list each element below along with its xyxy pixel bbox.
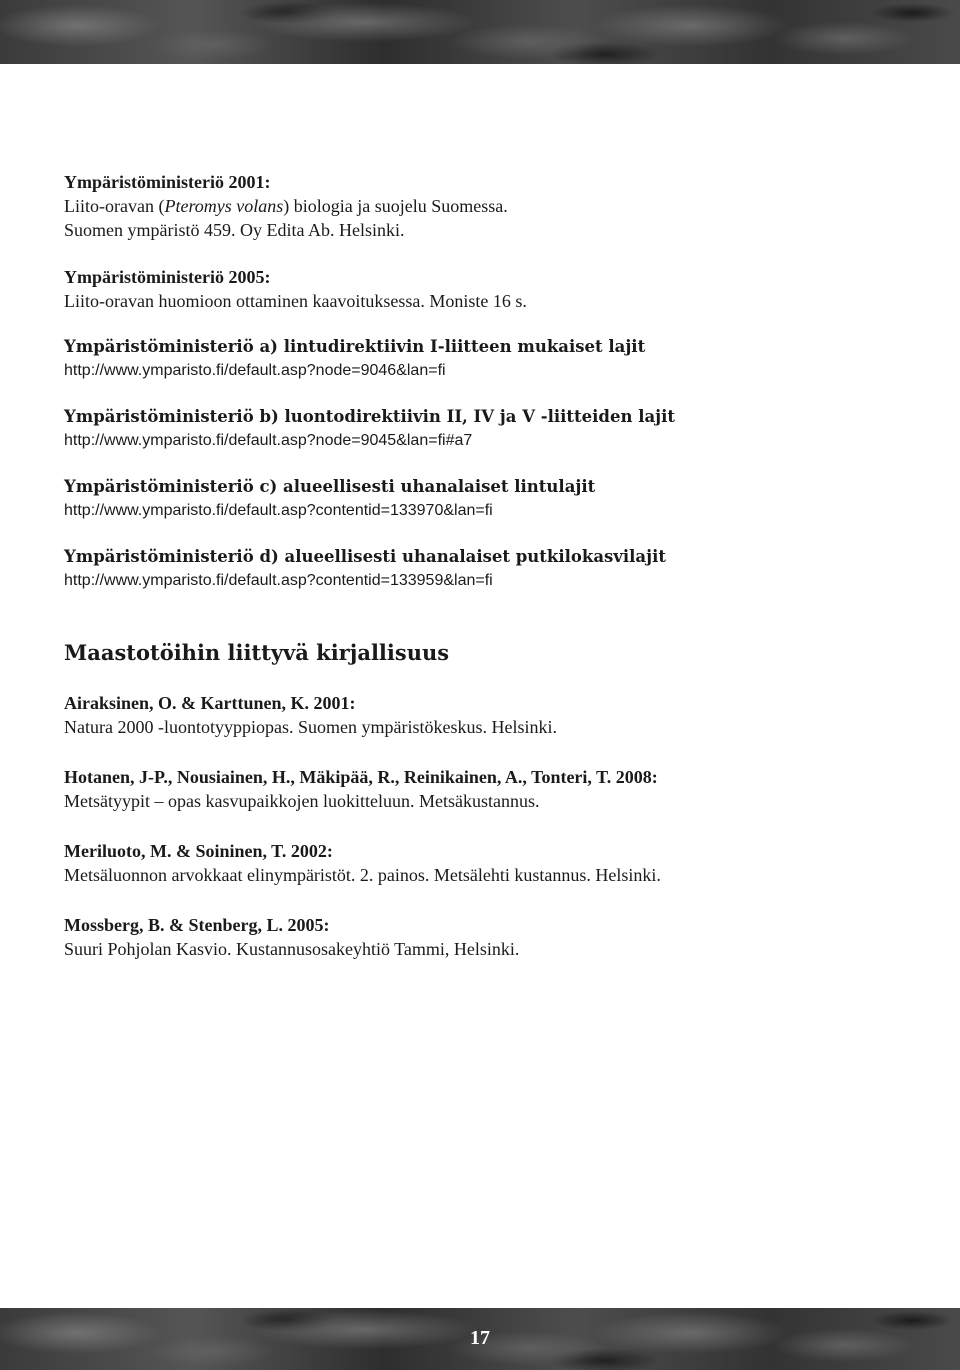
literature-authors: Airaksinen, O. & Karttunen, K. 2001:: [64, 693, 356, 713]
top-stone-banner: [0, 0, 960, 64]
web-reference-entry: [64, 475, 924, 523]
literature-authors: Mossberg, B. & Stenberg, L. 2005:: [64, 915, 330, 935]
literature-entry: [64, 691, 924, 739]
literature-text: Metsäluonnon arvokkaat elinympäristöt. 2. painos. Metsälehti kustannus. Helsinki.: [64, 865, 661, 885]
web-reference-entry: [64, 405, 924, 453]
reference-entry: [64, 170, 924, 242]
web-reference-entry: [64, 545, 924, 593]
web-reference-title: Ympäristöministeriö b) luontodirektiivin II, IV ja V -liitteiden lajit: [64, 407, 676, 426]
reference-entry: [64, 265, 924, 313]
reference-url-link[interactable]: http://www.ymparisto.fi/default.asp?node=9045&lan=fi#a7: [64, 432, 473, 449]
web-reference-entry: [64, 335, 924, 383]
reference-url-link[interactable]: http://www.ymparisto.fi/default.asp?node=9046&lan=fi: [64, 362, 446, 379]
reference-title: Ympäristöministeriö 2001:: [64, 172, 271, 192]
reference-text: ) biologia ja suojelu Suomessa.: [283, 196, 508, 216]
reference-line: Liito-oravan huomioon ottaminen kaavoituksessa. Moniste 16 s.: [64, 291, 527, 311]
literature-text: Suuri Pohjolan Kasvio. Kustannusosakeyhtiö Tammi, Helsinki.: [64, 939, 520, 959]
reference-url-link[interactable]: http://www.ymparisto.fi/default.asp?contentid=133970&lan=fi: [64, 502, 493, 519]
literature-authors: Meriluoto, M. & Soininen, T. 2002:: [64, 841, 333, 861]
literature-text: Natura 2000 -luontotyyppiopas. Suomen ympäristökeskus. Helsinki.: [64, 717, 557, 737]
literature-entry: [64, 765, 924, 813]
reference-content: [64, 170, 924, 961]
reference-url-link[interactable]: http://www.ymparisto.fi/default.asp?contentid=133959&lan=fi: [64, 572, 493, 589]
reference-line: [64, 194, 924, 218]
reference-title: Ympäristöministeriö 2005:: [64, 267, 271, 287]
page-number: 17: [470, 1327, 490, 1349]
web-reference-title: Ympäristöministeriö c) alueellisesti uhanalaiset lintulajit: [64, 477, 596, 496]
web-reference-title: Ympäristöministeriö a) lintudirektiivin I-liitteen mukaiset lajit: [64, 337, 646, 356]
literature-authors: Hotanen, J-P., Nousiainen, H., Mäkipää, R., Reinikainen, A., Tonteri, T. 2008:: [64, 767, 658, 787]
literature-text: Metsätyypit – opas kasvupaikkojen luokitteluun. Metsäkustannus.: [64, 791, 540, 811]
literature-entry: [64, 839, 924, 887]
section-heading: Maastotöihin liittyvä kirjallisuus: [64, 640, 450, 665]
web-reference-title: Ympäristöministeriö d) alueellisesti uhanalaiset putkilokasvilajit: [64, 547, 666, 566]
literature-entry: [64, 913, 924, 961]
species-name: Pteromys volans: [164, 196, 284, 216]
reference-line: Suomen ympäristö 459. Oy Edita Ab. Helsinki.: [64, 220, 405, 240]
reference-text: Liito-oravan (: [64, 196, 165, 216]
